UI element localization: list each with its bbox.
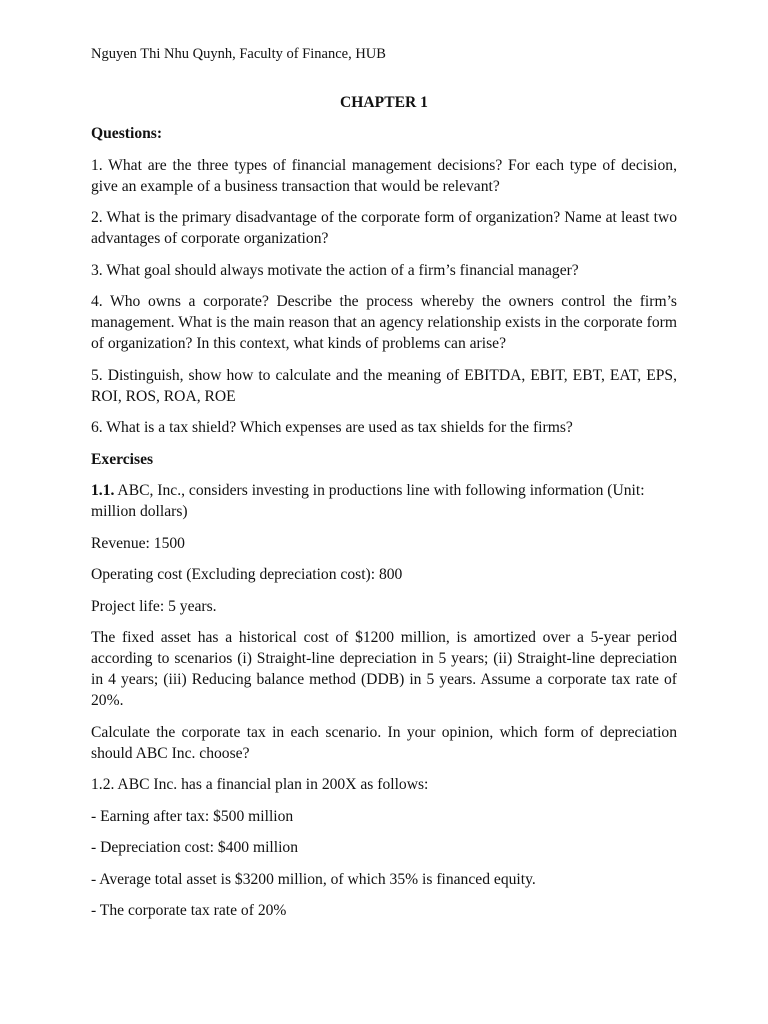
operating-cost-line: Operating cost (Excluding depreciation cost): 800	[91, 566, 403, 583]
exercise-1-1-question: Calculate the corporate tax in each scenario. In your opinion, which form of depreciation should ABC Inc. choose?	[91, 723, 677, 762]
fixed-asset-paragraph: The fixed asset has a historical cost of $1200 million, is amortized over a 5-year period according to scenarios (i) Straight-line depreciation in 5 years; (ii) Straight-line depreciation in 4 years; (iii) Reducing balance method (DDB) in 5 years. Assume a corporate tax rate of 20%.	[91, 629, 677, 709]
page-header: Nguyen Thi Nhu Quynh, Faculty of Finance, HUB	[91, 46, 386, 62]
exercise-1-2-item: - The corporate tax rate of 20%	[91, 902, 287, 919]
question-1: 1. What are the three types of financial management decisions? For each type of decision, give an example of a business transaction that would be relevant?	[91, 156, 677, 195]
question-4: 4. Who owns a corporate? Describe the process whereby the owners control the firm’s management. What is the main reason that an agency relationship exists in the corporate form of organization? In this context, what kinds of problems can arise?	[91, 293, 677, 352]
document-body	[91, 92, 677, 932]
question-2: 2. What is the primary disadvantage of the corporate form of organization? Name at least two advantages of corporate organization?	[91, 209, 677, 247]
exercises-heading: Exercises	[91, 450, 154, 468]
chapter-title: CHAPTER 1	[340, 94, 428, 111]
exercise-1-2-item: - Average total asset is $3200 million, of which 35% is financed equity.	[91, 870, 536, 888]
question-6: 6. What is a tax shield? Which expenses are used as tax shields for the firms?	[91, 419, 573, 436]
exercise-1-2-intro: 1.2. ABC Inc. has a financial plan in 200X as follows:	[91, 776, 429, 793]
exercise-1-2-item: - Depreciation cost: $400 million	[91, 839, 299, 856]
project-life-line: Project life: 5 years.	[91, 597, 217, 615]
exercise-1-2-item: - Earning after tax: $500 million	[91, 807, 294, 825]
exercise-1-1-intro	[91, 480, 677, 522]
question-3: 3. What goal should always motivate the action of a firm’s financial manager?	[91, 261, 579, 279]
exercise-1-1-number: 1.1.	[91, 482, 115, 499]
questions-heading: Questions:	[91, 125, 163, 142]
question-5: 5. Distinguish, show how to calculate and the meaning of EBITDA, EBIT, EBT, EAT, EPS, ROI, ROS, ROA, ROE	[91, 366, 677, 405]
revenue-line: Revenue: 1500	[91, 534, 185, 552]
exercise-1-1-text: ABC, Inc., considers investing in productions line with following information (Unit: million dollars)	[91, 482, 645, 520]
